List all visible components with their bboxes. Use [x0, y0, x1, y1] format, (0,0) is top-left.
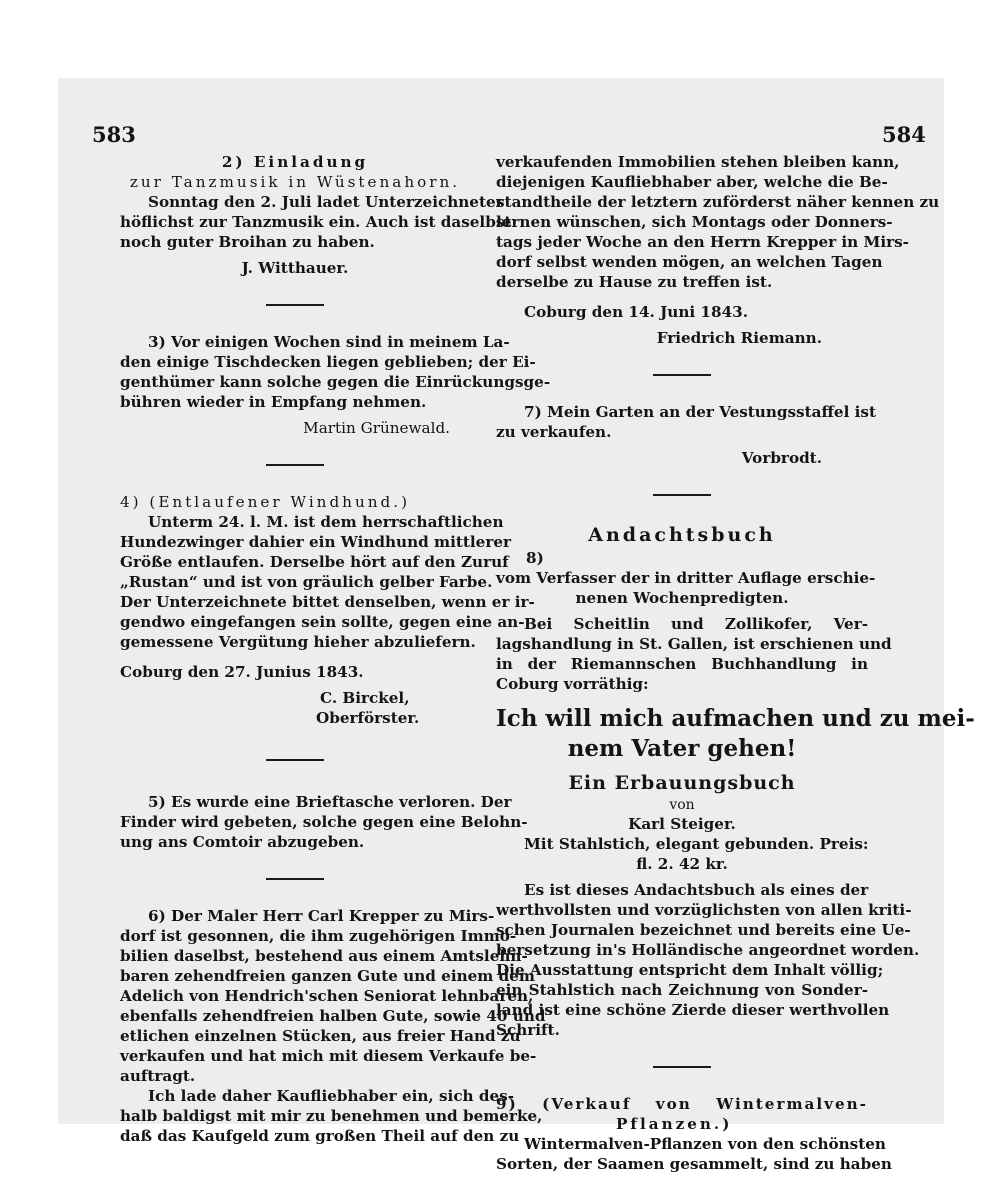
notice-line: bersetzung in's Holländische angeordnet worden. [496, 941, 920, 959]
notice-line: auftragt. [120, 1067, 196, 1085]
notice-line: ein Stahlstich nach Zeichnung von Sonder- [496, 981, 868, 999]
notice-line: bühren wieder in Empfang nehmen. [120, 393, 427, 411]
notice-line: diejenigen Kaufliebhaber aber, welche die Be- [496, 173, 888, 191]
notice-heading: 9) (Verkauf von Wintermalven- [496, 1095, 868, 1113]
notice-line: noch guter Broihan zu haben. [120, 233, 375, 251]
separator [120, 852, 470, 906]
notice-line: gemessene Vergütung hieher abzuliefern. [120, 633, 476, 651]
notice-signature: C. Birckel, [320, 689, 410, 707]
notice-heading: 4) (Entlaufener Windhund.) [120, 493, 410, 511]
notice-line: Sonntag den 2. Juli ladet Unterzeichneter [148, 193, 504, 211]
notice-line: ung ans Comtoir abzugeben. [120, 833, 365, 851]
notice-signature: Martin Grünewald. [303, 419, 450, 437]
notice-line: Unterm 24. l. M. ist dem herrschaftlichen [148, 513, 504, 531]
notice-heading: 2) Einladung [221, 153, 369, 171]
notice-line: etlichen einzelnen Stücken, aus freier Hand zu [120, 1027, 521, 1045]
notice-line: verkaufen und hat mich mit diesem Verkaufe be- [120, 1047, 537, 1065]
separator [120, 728, 470, 792]
notice-signature: J. Witthauer. [241, 259, 349, 277]
notice-line: 6) Der Maler Herr Carl Krepper zu Mirs- [148, 907, 495, 925]
book-title: nem Vater gehen! [567, 735, 797, 762]
notice-heading: Pflanzen.) [616, 1115, 733, 1133]
notice-line: Ich lade daher Kaufliebhaber ein, sich des- [148, 1087, 515, 1105]
notice-5 [120, 792, 528, 852]
notice-line: Finder wird gebeten, solche gegen eine Belohn- [120, 813, 528, 831]
notice-line: vom Verfasser der in dritter Auflage erschie- [496, 569, 876, 587]
book-heading: Andachtsbuch [588, 524, 776, 546]
notice-9 [496, 1094, 892, 1174]
notice-line: Der Unterzeichnete bittet denselben, wenn er ir- [120, 593, 535, 611]
notice-line: Es ist dieses Andachtsbuch als eines der [524, 881, 869, 899]
separator [496, 348, 868, 402]
notice-2 [120, 152, 512, 278]
notice-line: dorf selbst wenden mögen, an welchen Tagen [496, 253, 883, 271]
notice-line: höflichst zur Tanzmusik ein. Auch ist daselbst [120, 213, 512, 231]
separator-rule [266, 759, 324, 761]
notice-subheading: zur Tanzmusik in Wüstenahorn. [129, 173, 461, 191]
notice-line: Größe entlaufen. Derselbe hört auf den Zuruf [120, 553, 509, 571]
notice-line: daß das Kaufgeld zum großen Theil auf den zu [120, 1127, 520, 1145]
notice-line: „Rustan“ und ist von gräulich gelber Farbe. [120, 573, 493, 591]
notice-line: derselbe zu Hause zu treffen ist. [496, 273, 773, 291]
separator-rule [266, 464, 324, 466]
notice-date: Coburg den 14. Juni 1843. [524, 303, 748, 321]
notice-6-continued [496, 152, 940, 348]
separator-rule [653, 494, 711, 496]
notice-line: 7) Mein Garten an der Vestungsstaffel ist [524, 403, 876, 421]
notice-signature: Oberförster. [316, 709, 420, 727]
notice-line: 5) Es wurde eine Brieftasche verloren. Der [148, 793, 512, 811]
notice-line: lagshandlung in St. Gallen, ist erschienen und [496, 635, 892, 653]
notice-line: Bei Scheitlin und Zollikofer, Ver- [524, 615, 868, 633]
notice-line: schen Journalen bezeichnet und bereits eine Ue- [496, 921, 911, 939]
notice-line: genthümer kann solche gegen die Einrückungsge- [120, 373, 551, 391]
notice-line: 3) Vor einigen Wochen sind in meinem La- [148, 333, 510, 351]
notice-line: tags jeder Woche an den Herrn Krepper in Mirs- [496, 233, 909, 251]
book-subtitle: Ein Erbauungsbuch [568, 772, 796, 794]
notice-line: land ist eine schöne Zierde dieser werthvollen [496, 1001, 890, 1019]
notice-line: verkaufenden Immobilien stehen bleiben kann, [496, 153, 900, 171]
notice-signature: Vorbrodt. [741, 449, 822, 467]
notice-line: den einige Tischdecken liegen geblieben; der Ei- [120, 353, 536, 371]
notice-line: werthvollsten und vorzüglichsten von allen kriti- [496, 901, 912, 919]
notice-line: ebenfalls zehendfreien halben Gute, sowie 40 und [120, 1007, 546, 1025]
book-author: Karl Steiger. [628, 815, 736, 833]
notice-line: Coburg vorräthig: [496, 675, 649, 693]
notice-line: dorf ist gesonnen, die ihm zugehörigen Immo- [120, 927, 517, 945]
separator [120, 438, 470, 492]
page-number-left: 583 [92, 122, 136, 147]
notice-line: bilien daselbst, bestehend aus einem Amtslehn- [120, 947, 528, 965]
right-column [496, 152, 975, 1174]
book-price: fl. 2. 42 kr. [636, 855, 728, 873]
notice-line: gendwo eingefangen sein sollte, gegen eine an- [120, 613, 525, 631]
notice-line: baren zehendfreien ganzen Gute und einem dem [120, 967, 536, 985]
notice-line: Schrift. [496, 1021, 560, 1039]
notice-line: nenen Wochenpredigten. [575, 589, 789, 607]
notice-7 [496, 402, 876, 468]
notice-line: Sorten, der Saamen gesammelt, sind zu haben [496, 1155, 892, 1173]
notice-line: zu verkaufen. [496, 423, 612, 441]
book-price: Mit Stahlstich, elegant gebunden. Preis: [524, 835, 869, 853]
notice-8 [496, 522, 975, 1040]
notice-line: in der Riemannschen Buchhandlung in [496, 655, 868, 673]
notice-date: Coburg den 27. Junius 1843. [120, 663, 364, 681]
notice-number: 8) [526, 549, 544, 567]
notice-line: halb baldigst mit mir zu benehmen und bemerke, [120, 1107, 543, 1125]
notice-line: Wintermalven-Pflanzen von den schönsten [524, 1135, 886, 1153]
notice-line: Adelich von Hendrich'schen Seniorat lehnbaren, [120, 987, 534, 1005]
page-number-right: 584 [882, 122, 926, 147]
book-title: Ich will mich aufmachen und zu mei- [496, 705, 975, 732]
notice-line: Hundezwinger dahier ein Windhund mittlerer [120, 533, 512, 551]
notice-signature: Friedrich Riemann. [656, 329, 822, 347]
notice-line: Die Ausstattung entspricht dem Inhalt völlig; [496, 961, 884, 979]
notice-line: standtheile der letztern zuförderst näher kennen zu [496, 193, 940, 211]
separator-rule [653, 374, 711, 376]
notice-4 [120, 492, 535, 728]
book-by: von [669, 797, 695, 813]
separator [496, 1040, 868, 1094]
separator [120, 278, 470, 332]
separator-rule [653, 1066, 711, 1068]
separator-rule [266, 304, 324, 306]
notice-3 [120, 332, 551, 438]
separator [496, 468, 868, 522]
notice-line: lernen wünschen, sich Montags oder Donners- [496, 213, 893, 231]
separator-rule [266, 878, 324, 880]
